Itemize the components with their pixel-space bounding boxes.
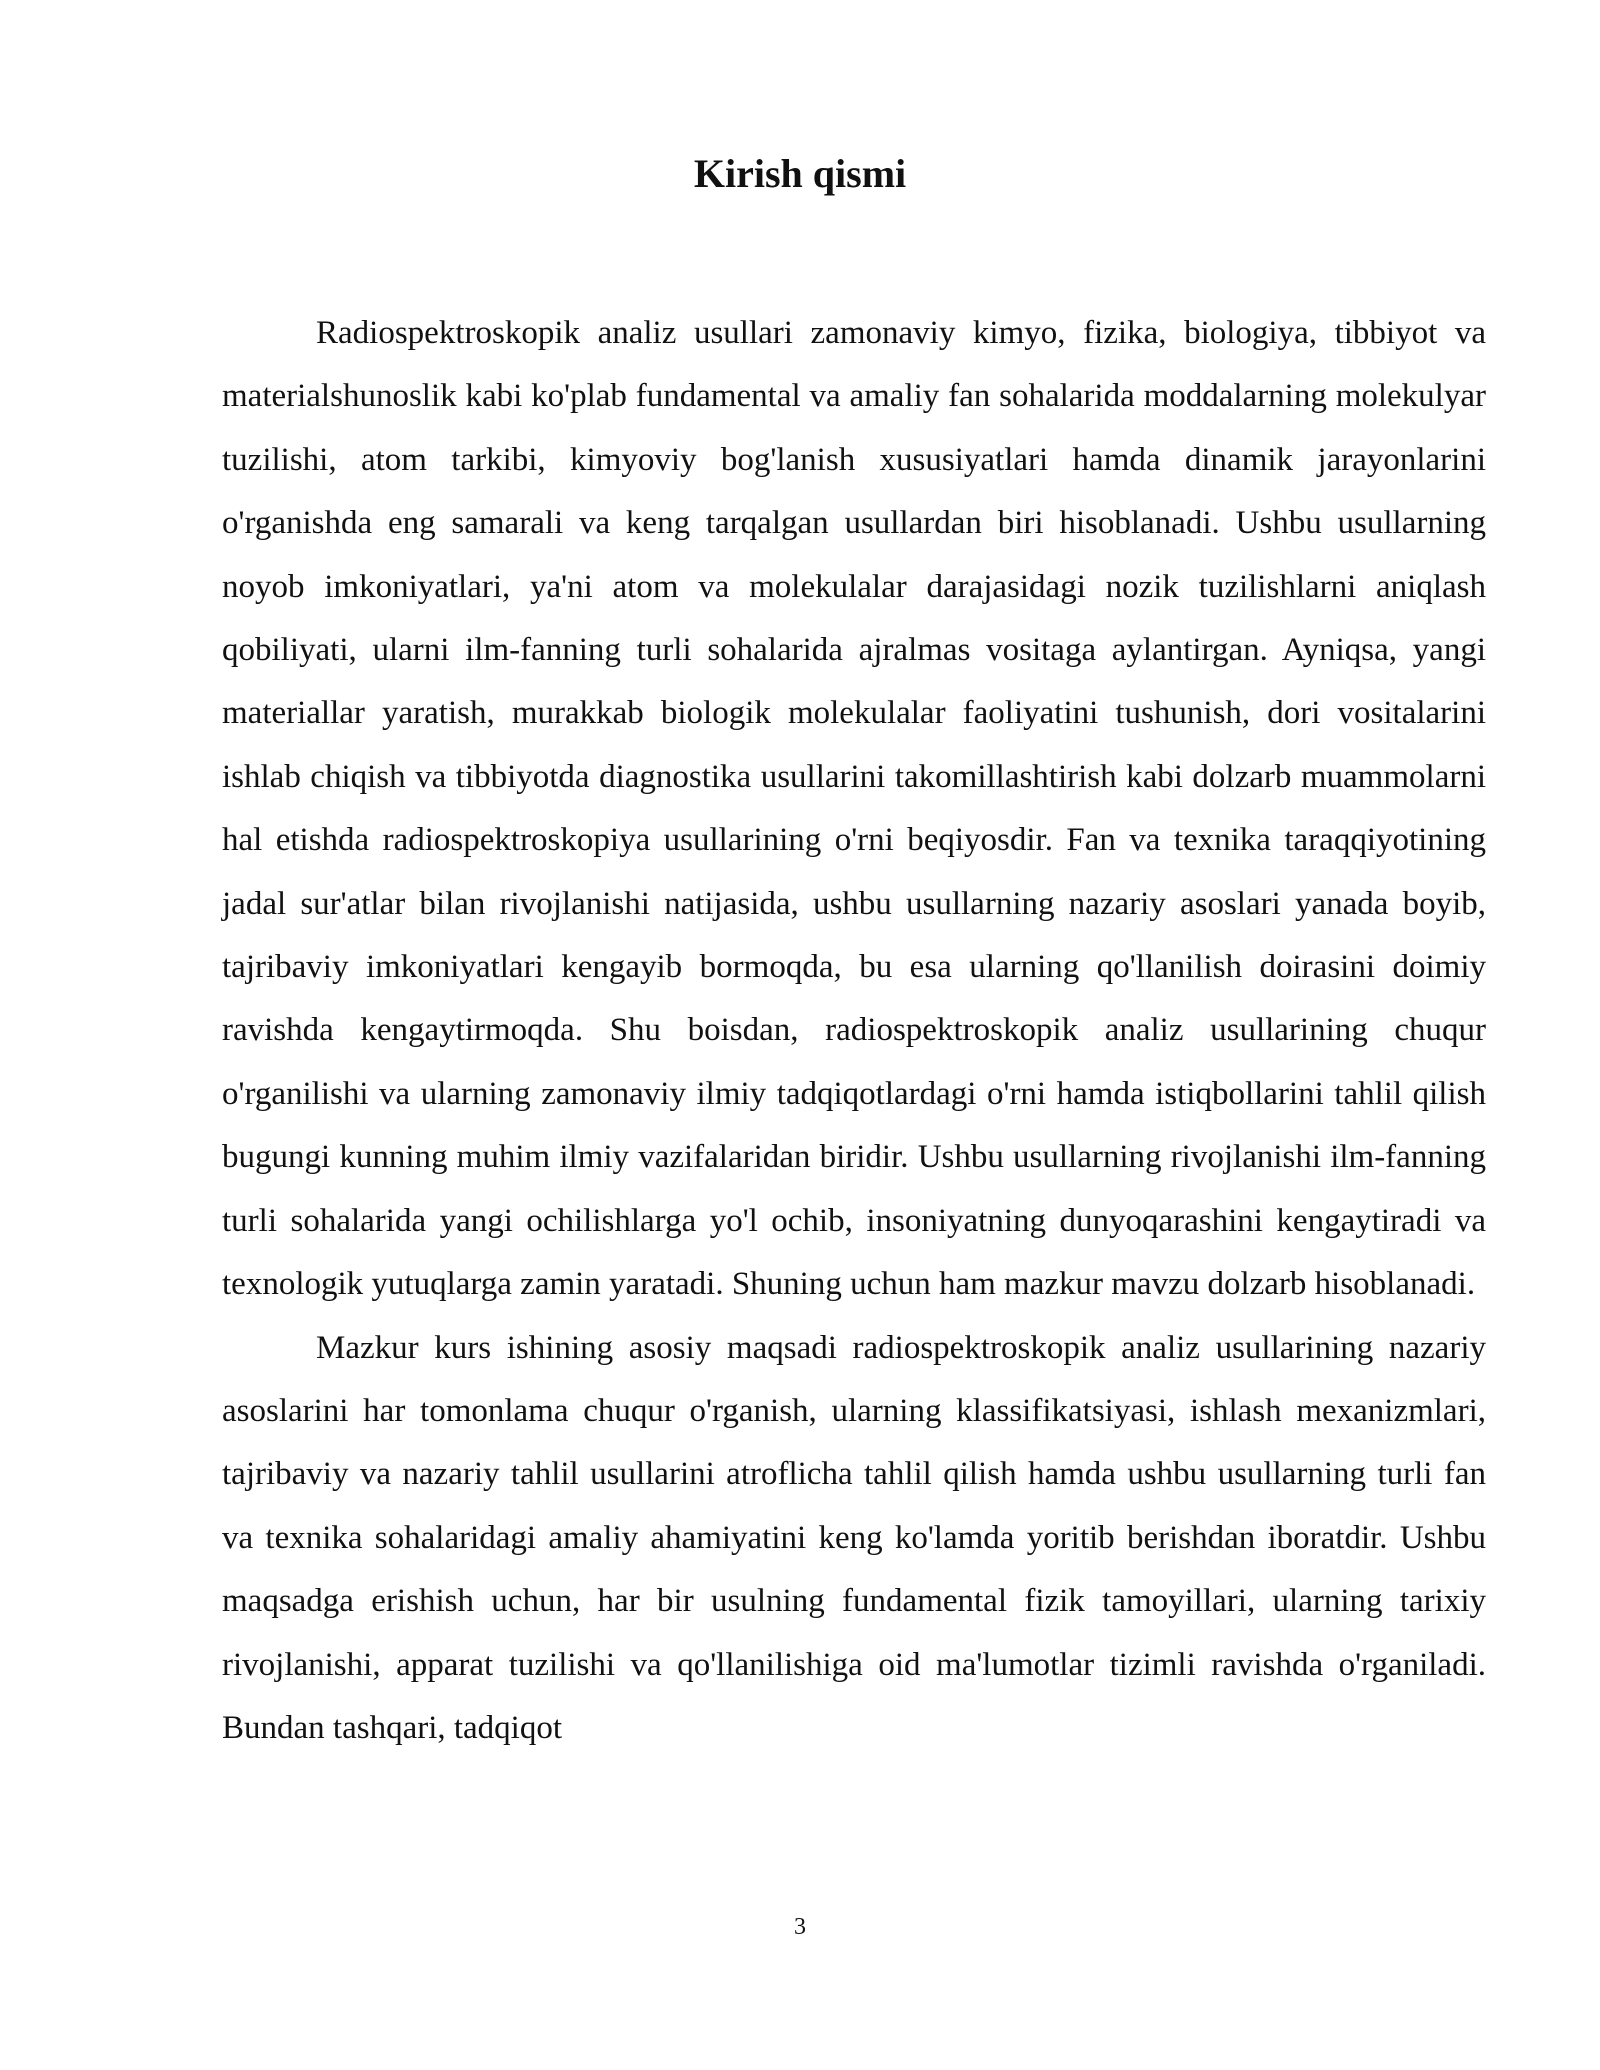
paragraph-aim: Mazkur kurs ishining asosiy maqsadi radiospektroskopik analiz usullarining nazariy asoslarini har tomonlama chuqur o'rganish, ularning klassifikatsiyasi, ishlash mexanizmlari, tajribaviy va nazariy tahlil usullarini atroflicha tahlil qilish hamda ushbu usullarning turli fan va texnika sohalaridagi amaliy ahamiyatini keng ko'lamda yoritib berishdan iboratdir. Ushbu maqsadga erishish uchun, har bir usulning fundamental fizik tamoyillari, ularning tarixiy rivojlanishi, apparat tuzilishi va qo'llanilishiga oid ma'lumotlar tizimli ravishda o'rganiladi. Bundan tashqari, tadqiqot [222,1329,1486,1746]
page-title: Kirish qismi [693,151,907,196]
body-text [222,302,1486,1760]
paragraph-introduction: Radiospektroskopik analiz usullari zamonaviy kimyo, fizika, biologiya, tibbiyot va materialshunoslik kabi ko'plab fundamental va amaliy fan sohalarida moddalarning molekulyar tuzilishi, atom tarkibi, kimyoviy bog'lanish xususiyatlari hamda dinamik jarayonlarini o'rganishda eng samarali va keng tarqalgan usullardan biri hisoblanadi. Ushbu usullarning noyob imkoniyatlari, ya'ni atom va molekulalar darajasidagi nozik tuzilishlarni aniqlash qobiliyati, ularni ilm-fanning turli sohalarida ajralmas vositaga aylantirgan. Ayniqsa, yangi materiallar yaratish, murakkab biologik molekulalar faoliyatini tushunish, dori vositalarini ishlab chiqish va tibbiyotda diagnostika usullarini takomillashtirish kabi dolzarb muammolarni hal etishda radiospektroskopiya usullarining o'rni beqiyosdir. Fan va texnika taraqqiyotining jadal sur'atlar bilan rivojlanishi natijasida, ushbu usullarning nazariy asoslari yanada boyib, tajribaviy imkoniyatlari kengayib bormoqda, bu esa ularning qo'llanilish doirasini doimiy ravishda kengaytirmoqda. Shu boisdan, radiospektroskopik analiz usullarining chuqur o'rganilishi va ularning zamonaviy ilmiy tadqiqotlardagi o'rni hamda istiqbollarini tahlil qilish bugungi kunning muhim ilmiy vazifalaridan biridir. Ushbu usullarning rivojlanishi ilm-fanning turli sohalarida yangi ochilishlarga yo'l ochib, insoniyatning dunyoqarashini kengaytiradi va texnologik yutuqlarga zamin yaratadi. Shuning uchun ham mazkur mavzu dolzarb hisoblanadi. [222,315,1486,1303]
page-number: 3 [794,1914,806,1940]
